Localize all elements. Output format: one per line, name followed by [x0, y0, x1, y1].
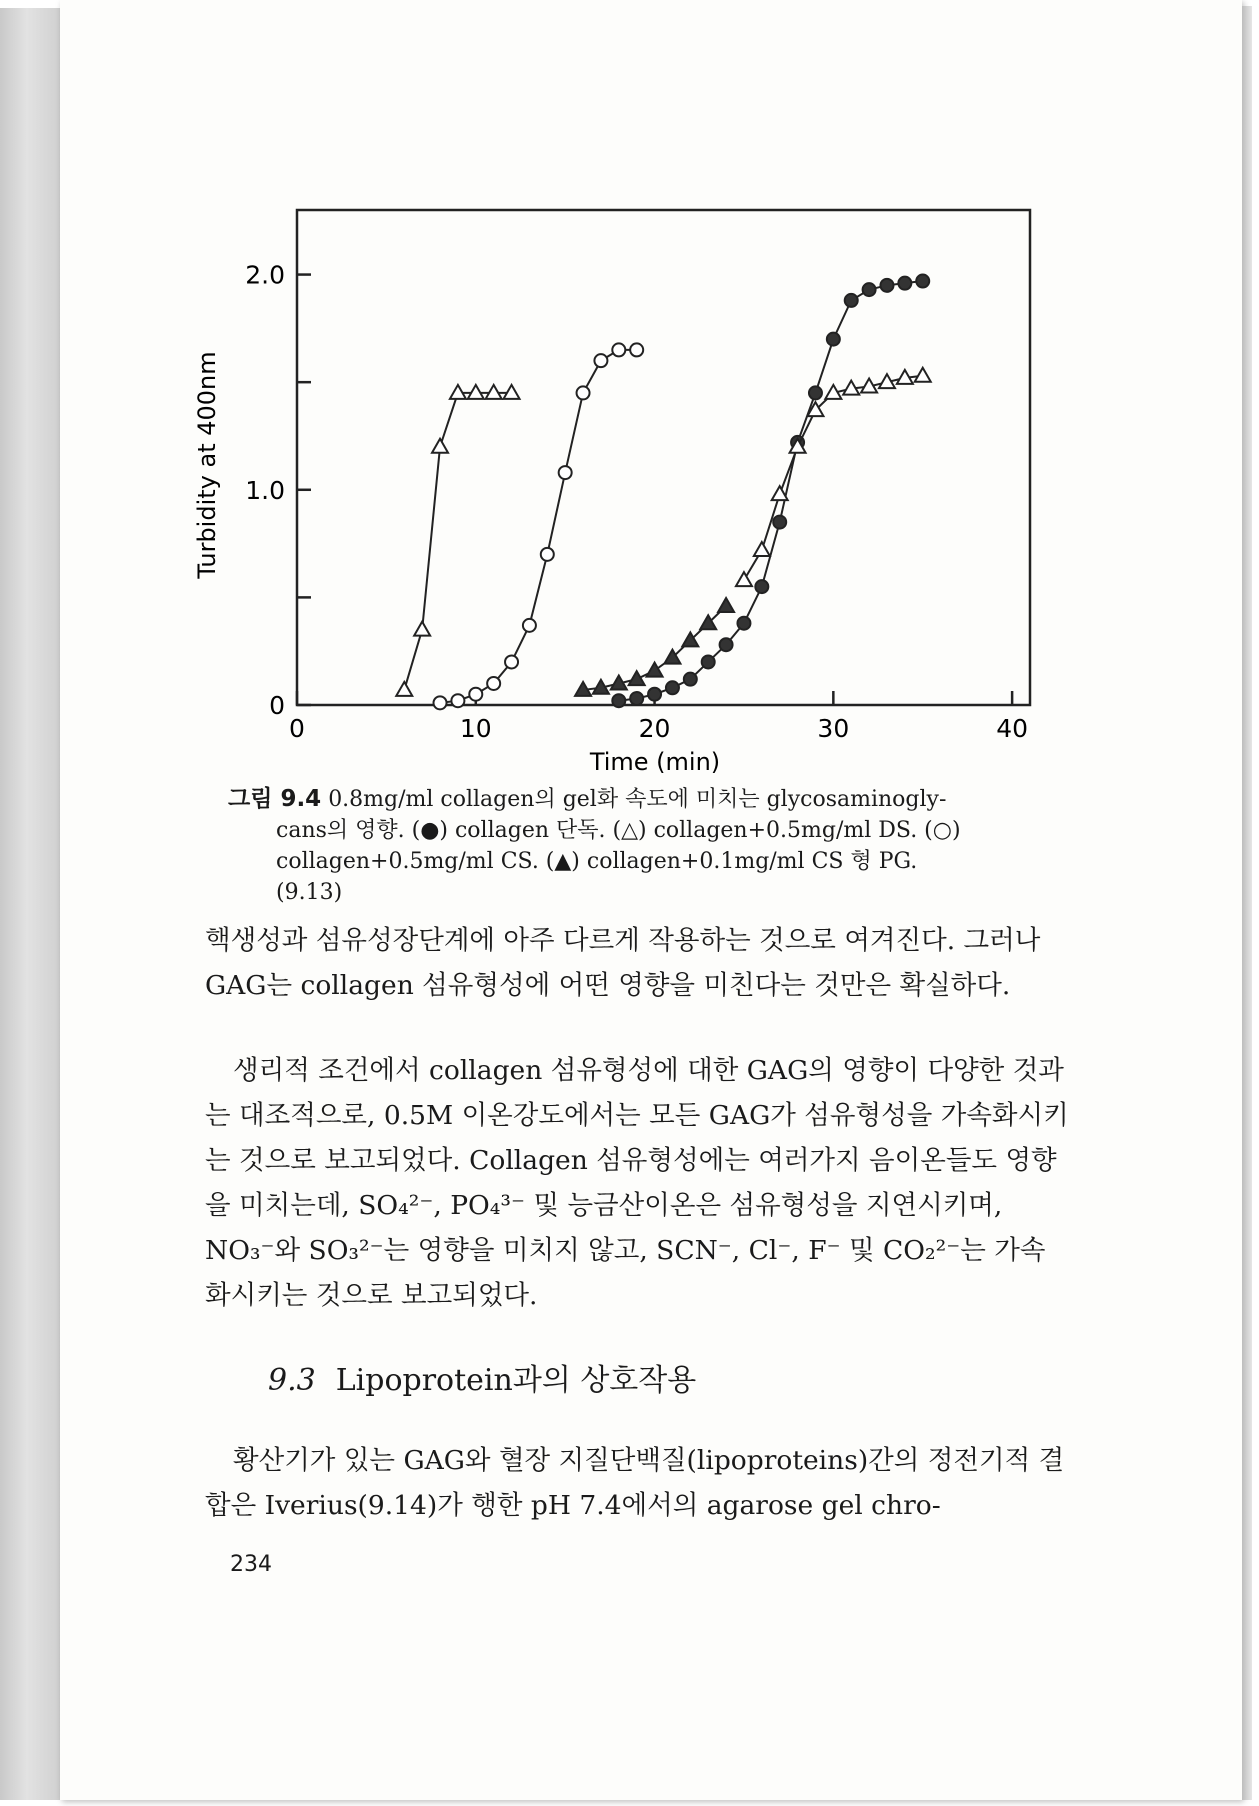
data-point: [702, 655, 715, 668]
page-edge: [1242, 6, 1252, 1800]
data-point: [434, 696, 447, 709]
series-line: [404, 393, 511, 690]
x-tick-label: 0: [289, 714, 305, 743]
data-point: [469, 688, 482, 701]
series-group: [396, 275, 930, 710]
data-point: [647, 663, 663, 677]
paragraph-3: 황산기가 있는 GAG와 혈장 지질단백질(lipoproteins)간의 정전기적 결합은 Iverius(9.14)가 행한 pH 7.4에서의 agarose gel chro-: [205, 1445, 1065, 1521]
data-point: [612, 343, 625, 356]
y-ticks: [245, 261, 311, 720]
data-point: [396, 682, 412, 696]
paragraph-1-block: [205, 918, 1070, 1008]
caption-line-4: (9.13): [276, 880, 343, 905]
data-point: [720, 638, 733, 651]
data-point: [736, 572, 752, 586]
data-point: [718, 598, 734, 612]
data-point: [809, 386, 822, 399]
data-point: [648, 688, 661, 701]
x-axis-label: Time (min): [589, 748, 721, 776]
x-tick-label: 10: [459, 714, 492, 743]
y-tick-label: 2.0: [245, 260, 285, 290]
x-tick-label: 40: [996, 714, 1029, 743]
section-heading: [268, 1355, 696, 1399]
data-point: [523, 619, 536, 632]
data-point: [451, 694, 464, 707]
book-spine: [0, 8, 60, 1800]
series-line: [744, 376, 923, 580]
data-point: [916, 275, 929, 288]
series-line: [619, 281, 923, 701]
data-point: [505, 655, 518, 668]
x-tick-label: 20: [638, 714, 671, 743]
data-point: [773, 516, 786, 529]
y-axis-label: Turbidity at 400nm: [193, 351, 221, 579]
data-point: [559, 466, 572, 479]
paragraph-2: 생리적 조건에서 collagen 섬유형성에 대한 GAG의 영향이 다양한 것과는 대조적으로, 0.5M 이온강도에서는 모든 GAG가 섬유형성을 가속화시키는 것으로 보고되었다. Collagen 섬유형성에는 여러가지 음이온들도 영향을 미치는데, SO₄²⁻, PO₄³⁻ 및 능금산이온은 섬유형성을 지연시키며, NO₃⁻와 SO₃²⁻는 영향을 미치지 않고, SCN⁻, Cl⁻, F⁻ 및 CO₂²⁻는 가속화시키는 것으로 보고되었다.: [205, 1055, 1069, 1311]
data-point: [630, 692, 643, 705]
data-point: [737, 617, 750, 630]
section-title: Lipoprotein과의 상호작용: [335, 1363, 697, 1398]
data-point: [414, 622, 430, 636]
data-point: [863, 283, 876, 296]
data-point: [684, 673, 697, 686]
data-point: [915, 368, 931, 382]
figure-caption: [228, 784, 1078, 908]
series-line: [440, 350, 637, 703]
y-tick-label: 0: [269, 691, 285, 720]
data-point: [630, 343, 643, 356]
y-tick-label: 1.0: [245, 475, 285, 505]
data-point: [629, 671, 645, 685]
section-number: 9.3: [268, 1363, 316, 1398]
data-point: [612, 694, 625, 707]
data-point: [880, 279, 893, 292]
x-tick-label: 30: [817, 714, 850, 743]
data-point: [432, 439, 448, 453]
paragraph-1: 핵생성과 섬유성장단계에 아주 다르게 작용하는 것으로 여겨진다. 그러나 GAG는 collagen 섬유형성에 어떤 영향을 미친다는 것만은 확실하다.: [205, 925, 1041, 1001]
data-point: [755, 580, 768, 593]
data-point: [754, 542, 770, 556]
data-point: [666, 681, 679, 694]
data-point: [845, 294, 858, 307]
data-point: [577, 386, 590, 399]
data-point: [898, 277, 911, 290]
caption-line-2: cans의 영향. (●) collagen 단독. (△) collagen+0.5mg/ml DS. (○): [276, 818, 961, 843]
paragraph-2-block: [205, 1048, 1070, 1318]
turbidity-chart: [190, 195, 1070, 785]
data-point: [594, 354, 607, 367]
data-point: [487, 677, 500, 690]
data-point: [827, 333, 840, 346]
caption-line-3: collagen+0.5mg/ml CS. (▲) collagen+0.1mg/ml CS 형 PG.: [276, 849, 918, 874]
paragraph-3-block: [205, 1438, 1070, 1528]
caption-label: 그림 9.4: [228, 786, 322, 812]
page-number: 234: [230, 1552, 272, 1577]
caption-line-1: 0.8mg/ml collagen의 gel화 속도에 미치는 glycosaminogly-: [328, 787, 947, 812]
data-point: [541, 548, 554, 561]
